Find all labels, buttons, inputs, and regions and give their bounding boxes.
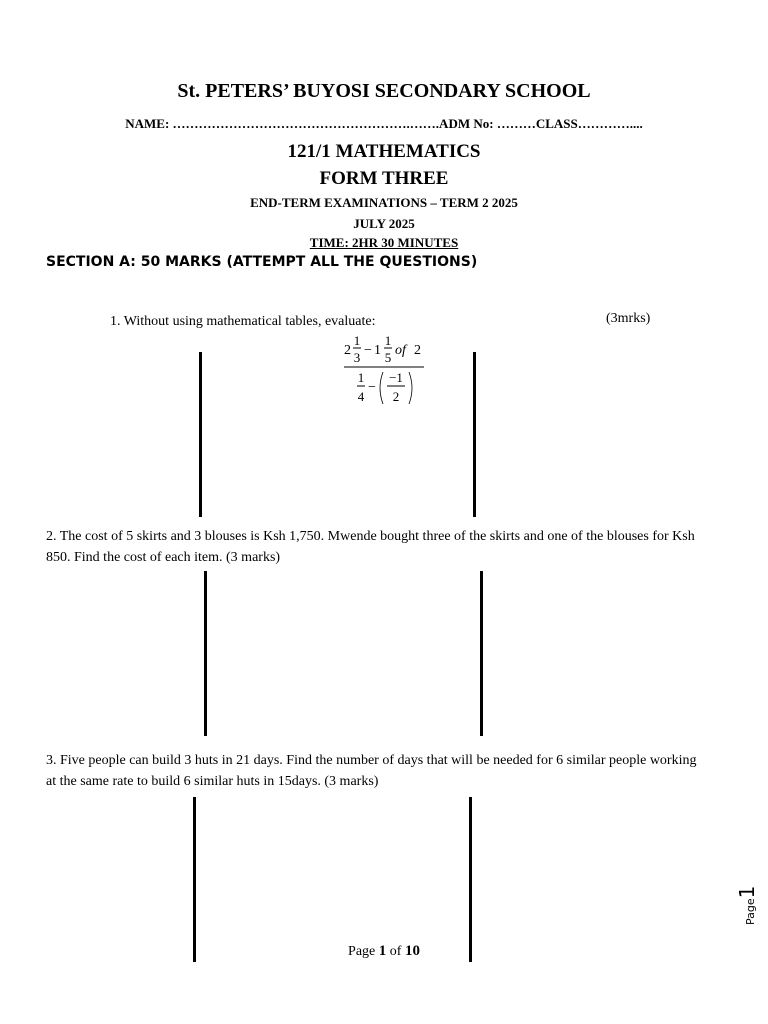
- expr-of: of: [395, 343, 406, 358]
- expr-frac1-num: 1: [353, 333, 361, 348]
- question-1-marks: (3mrks): [606, 311, 651, 326]
- expr-den-frac1-num: 1: [357, 370, 365, 385]
- q2-working-line-right: [480, 571, 483, 736]
- expr-right-paren: [409, 372, 412, 404]
- expr-of-value: 2: [414, 343, 421, 358]
- footer-page-word: Page: [348, 944, 376, 959]
- expr-den-minus: −: [368, 380, 376, 395]
- exam-time-text: TIME: 2HR 30 MINUTES: [309, 235, 459, 250]
- expr-frac1-den: 3: [353, 350, 361, 365]
- side-page-num: 1: [735, 885, 759, 899]
- side-page-number: [735, 886, 759, 925]
- question-1-expression: [330, 330, 440, 410]
- exam-date: JULY 2025: [353, 216, 415, 231]
- question-2-text: 2. The cost of 5 skirts and 3 blouses is Ksh 1,750. Mwende bought three of the skirts and one of the blouses for Ksh 850. Find the cost of each item. (3 marks): [46, 529, 695, 565]
- subject-title: 121/1 MATHEMATICS: [287, 141, 481, 162]
- section-title: SECTION A: 50 MARKS (ATTEMPT ALL THE QUESTIONS): [46, 254, 478, 270]
- expr-whole-2: 1: [374, 343, 381, 358]
- question-3-text: 3. Five people can build 3 huts in 21 days. Find the number of days that will be needed for 6 similar people working at the same rate to build 6 similar huts in 15days. (3 marks): [46, 753, 697, 789]
- q1-working-line-left: [199, 352, 202, 517]
- question-1-text: 1. Without using mathematical tables, evaluate:: [110, 314, 376, 329]
- name-adm-class-line: NAME: ……………………………………………….…….ADM No: ………CLASS…………....: [125, 116, 643, 131]
- expr-left-paren: [380, 372, 383, 404]
- side-page-label: Page: [744, 898, 757, 925]
- q1-working-line-right: [473, 352, 476, 517]
- expr-frac2-num: 1: [384, 333, 392, 348]
- expr-den-frac1-den: 4: [357, 389, 365, 404]
- page-footer: [0, 943, 768, 960]
- footer-of-word: of: [389, 944, 402, 959]
- form-title: FORM THREE: [319, 168, 449, 189]
- expr-minus-1: −: [364, 343, 372, 358]
- q3-working-line-right: [469, 797, 472, 962]
- exam-title: END-TERM EXAMINATIONS – TERM 2 2025: [250, 195, 518, 210]
- exam-time: [0, 235, 768, 251]
- expr-whole-1: 2: [344, 343, 351, 358]
- q2-working-line-left: [204, 571, 207, 736]
- footer-page-num: 1: [378, 943, 387, 959]
- expr-frac2-den: 5: [384, 350, 392, 365]
- q3-working-line-left: [193, 797, 196, 962]
- school-name: St. PETERS’ BUYOSI SECONDARY SCHOOL: [177, 80, 591, 102]
- expr-den-frac2-den: 2: [392, 389, 400, 404]
- expr-den-frac2-num: −1: [389, 370, 403, 385]
- footer-page-total: 10: [404, 943, 420, 959]
